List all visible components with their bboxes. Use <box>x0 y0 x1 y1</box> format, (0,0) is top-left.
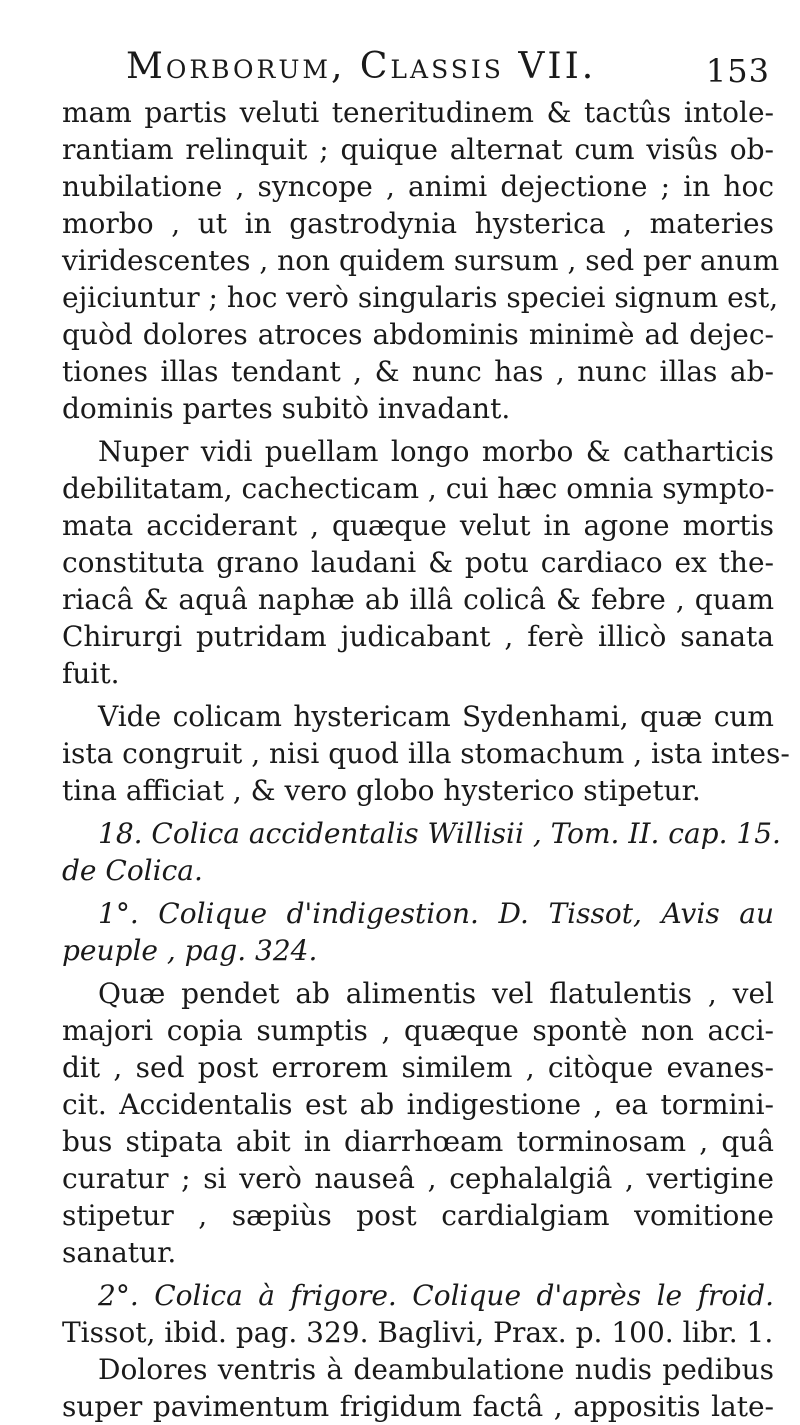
paragraph <box>62 433 774 692</box>
text-line: dominis partes subitò invadant. <box>62 392 511 425</box>
text-line: cit. Accidentalis est ab indigestione , ea tormini- <box>62 1088 774 1121</box>
variety-heading <box>62 895 774 969</box>
text-line: mam partis veluti teneritudinem & tactûs intole- <box>62 96 774 129</box>
text-line: stipetur , sæpiùs post cardialgiam vomitione <box>62 1199 774 1232</box>
text-line: fuit. <box>62 657 120 690</box>
text-line: curatur ; si verò nauseâ , cephalalgiâ , vertigine <box>62 1162 774 1195</box>
running-title: Morborum, Classis VII. <box>126 46 597 87</box>
text-line: 18. Colica accidentalis Willisii , Tom. II. cap. 15. <box>98 817 781 850</box>
paragraph <box>62 94 780 427</box>
text-line: super pavimentum frigidum factâ , appositis late- <box>62 1390 774 1423</box>
species-heading <box>62 815 781 889</box>
text-line: constituta grano laudani & potu cardiaco ex the- <box>62 546 774 579</box>
text-line: Vide colicam hystericam Sydenhami, quæ cum <box>98 700 774 733</box>
text-line: de Colica. <box>62 854 203 887</box>
page-number: 153 <box>705 52 770 90</box>
text-line: peuple , pag. 324. <box>62 934 318 967</box>
text-line: quòd dolores atroces abdominis minimè ad dejec- <box>62 318 774 351</box>
text-line: Quæ pendet ab alimentis vel flatulentis , vel <box>98 977 774 1010</box>
text-line: majori copia sumptis , quæque spontè non acci- <box>62 1014 774 1047</box>
text-line: nubilatione , syncope , animi dejectione ; in hoc <box>62 170 774 203</box>
text-line: tina afficiat , & vero globo hysterico stipetur. <box>62 774 701 807</box>
text-line: sanatur. <box>62 1236 177 1269</box>
text-line: Dolores ventris à deambulatione nudis pedibus <box>98 1353 774 1386</box>
text-line: viridescentes , non quidem sursum , sed per anum <box>62 244 780 277</box>
variety-heading <box>62 1277 774 1351</box>
text-line: morbo , ut in gastrodynia hysterica , materies <box>62 207 774 240</box>
text-line: Nuper vidi puellam longo morbo & catharticis <box>98 435 774 468</box>
text-line: Tissot, ibid. pag. 329. Baglivi, Prax. p. 100. libr. 1. <box>62 1316 774 1349</box>
text-line: mata acciderant , quæque velut in agone mortis <box>62 509 774 542</box>
text-line: riacâ & aquâ naphæ ab illâ colicâ & febre , quam <box>62 583 774 616</box>
text-line: ista congruit , nisi quod illa stomachum , ista intes- <box>62 737 790 770</box>
text-line: rantiam relinquit ; quique alternat cum visûs ob- <box>62 133 774 166</box>
text-line: ejiciuntur ; hoc verò singularis speciei signum est, <box>62 281 779 314</box>
paragraph <box>62 975 774 1271</box>
text-line: tiones illas tendant , & nunc has , nunc illas ab- <box>62 355 774 388</box>
paragraph <box>62 698 790 809</box>
text-line: dit , sed post errorem similem , citòque evanes- <box>62 1051 774 1084</box>
running-header <box>100 40 780 96</box>
paragraph <box>62 1351 774 1425</box>
text-line: 1°. Colique d'indigestion. D. Tissot, Avis au <box>98 897 774 930</box>
body-text <box>62 94 790 1425</box>
text-line: 2°. Colica à frigore. Colique d'après le froid. <box>98 1279 774 1312</box>
text-line: Chirurgi putridam judicabant , ferè illicò sanata <box>62 620 774 653</box>
text-line: bus stipata abit in diarrhœam torminosam , quâ <box>62 1125 774 1158</box>
text-line: debilitatam, cachecticam , cui hæc omnia sympto- <box>62 472 775 505</box>
